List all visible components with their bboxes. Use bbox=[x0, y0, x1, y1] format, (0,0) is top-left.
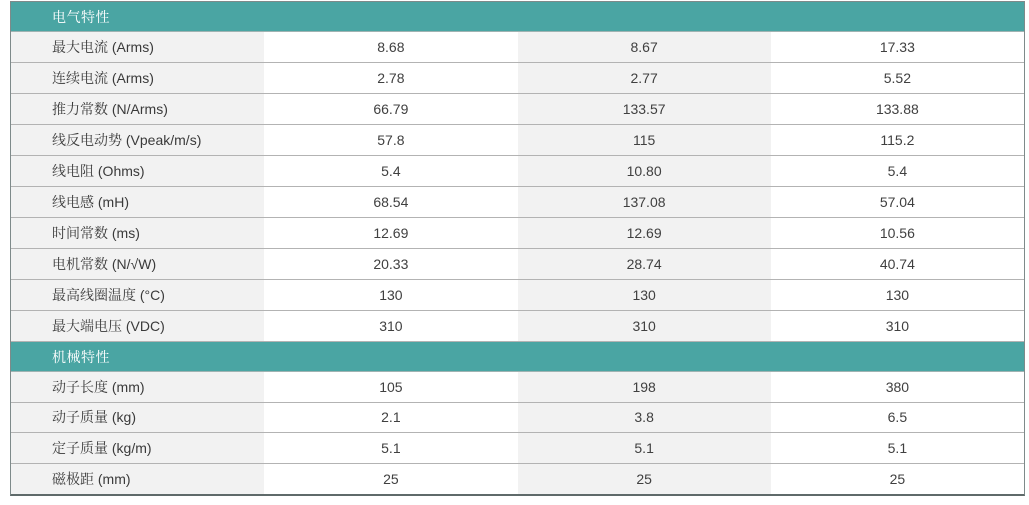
spec-row bbox=[11, 218, 1024, 249]
value-cell: 28.74 bbox=[518, 249, 771, 279]
value-cell: 5.1 bbox=[518, 433, 771, 463]
value-cell: 198 bbox=[518, 372, 771, 402]
value-cell: 5.52 bbox=[883, 70, 911, 86]
value-cell: 66.79 bbox=[373, 101, 409, 117]
section-header-mechanical bbox=[11, 342, 1024, 372]
value-cell: 310 bbox=[885, 318, 910, 334]
value-cell: 8.67 bbox=[518, 32, 771, 62]
value-cell: 2.77 bbox=[518, 63, 771, 93]
value-cell: 57.8 bbox=[377, 132, 405, 148]
value-cell: 133.57 bbox=[518, 94, 771, 124]
row-label: 最高线圈温度 (°C) bbox=[11, 280, 264, 310]
value-cell: 2.1 bbox=[381, 409, 401, 426]
row-label: 动子长度 (mm) bbox=[11, 372, 264, 402]
value-cell: 6.5 bbox=[887, 409, 908, 426]
value-cell: 5.1 bbox=[887, 439, 908, 456]
value-cell: 12.69 bbox=[518, 218, 771, 248]
value-cell: 40.74 bbox=[879, 256, 915, 272]
spec-row bbox=[11, 156, 1024, 187]
row-label: 线电感 (mH) bbox=[11, 187, 264, 217]
row-label: 定子质量 (kg/m) bbox=[11, 433, 264, 463]
row-label: 动子质量 (kg) bbox=[11, 403, 264, 433]
section-title: 电气特性 bbox=[52, 8, 110, 25]
value-cell: 105 bbox=[379, 378, 403, 395]
row-label: 最大端电压 (VDC) bbox=[11, 311, 264, 341]
spec-row bbox=[11, 94, 1024, 125]
value-cell: 137.08 bbox=[518, 187, 771, 217]
row-label: 磁极距 (mm) bbox=[11, 464, 264, 495]
spec-row bbox=[11, 63, 1024, 94]
value-cell: 2.78 bbox=[377, 70, 405, 86]
spec-row bbox=[11, 464, 1024, 495]
value-cell: 133.88 bbox=[875, 101, 919, 117]
value-cell: 57.04 bbox=[879, 194, 915, 210]
spec-row bbox=[11, 249, 1024, 280]
value-cell: 5.1 bbox=[381, 439, 401, 456]
value-cell: 10.80 bbox=[518, 156, 771, 186]
value-cell: 130 bbox=[518, 280, 771, 310]
value-cell: 12.69 bbox=[373, 225, 409, 241]
value-cell: 130 bbox=[885, 287, 910, 303]
spec-row bbox=[11, 433, 1024, 464]
spec-row bbox=[11, 403, 1024, 434]
value-cell: 310 bbox=[518, 311, 771, 341]
value-cell: 115.2 bbox=[880, 132, 915, 148]
section-header-electrical bbox=[11, 2, 1024, 32]
value-cell: 20.33 bbox=[373, 256, 409, 272]
value-cell: 17.33 bbox=[879, 39, 915, 55]
row-label: 连续电流 (Arms) bbox=[11, 63, 264, 93]
section-title: 机械特性 bbox=[52, 348, 110, 365]
value-cell: 5.4 bbox=[887, 163, 908, 179]
row-label: 时间常数 (ms) bbox=[11, 218, 264, 248]
value-cell: 310 bbox=[379, 318, 403, 334]
value-cell: 25 bbox=[518, 464, 771, 495]
row-label: 推力常数 (N/Arms) bbox=[11, 94, 264, 124]
row-label: 最大电流 (Arms) bbox=[11, 32, 264, 62]
value-cell: 380 bbox=[885, 378, 910, 395]
value-cell: 10.56 bbox=[879, 225, 915, 241]
value-cell: 8.68 bbox=[377, 39, 405, 55]
spec-row bbox=[11, 311, 1024, 342]
value-cell: 115 bbox=[518, 125, 771, 155]
spec-row bbox=[11, 280, 1024, 311]
spec-row bbox=[11, 187, 1024, 218]
spec-row bbox=[11, 32, 1024, 63]
value-cell: 5.4 bbox=[381, 163, 401, 179]
value-cell: 25 bbox=[383, 470, 399, 487]
spec-row bbox=[11, 372, 1024, 403]
value-cell: 25 bbox=[889, 470, 906, 487]
value-cell: 130 bbox=[379, 287, 403, 303]
row-label: 线电阻 (Ohms) bbox=[11, 156, 264, 186]
row-label: 电机常数 (N/√W) bbox=[11, 249, 264, 279]
value-cell: 3.8 bbox=[518, 403, 771, 433]
specification-table bbox=[10, 1, 1025, 496]
row-label: 线反电动势 (Vpeak/m/s) bbox=[11, 125, 264, 155]
spec-row bbox=[11, 125, 1024, 156]
value-cell: 68.54 bbox=[373, 194, 409, 210]
